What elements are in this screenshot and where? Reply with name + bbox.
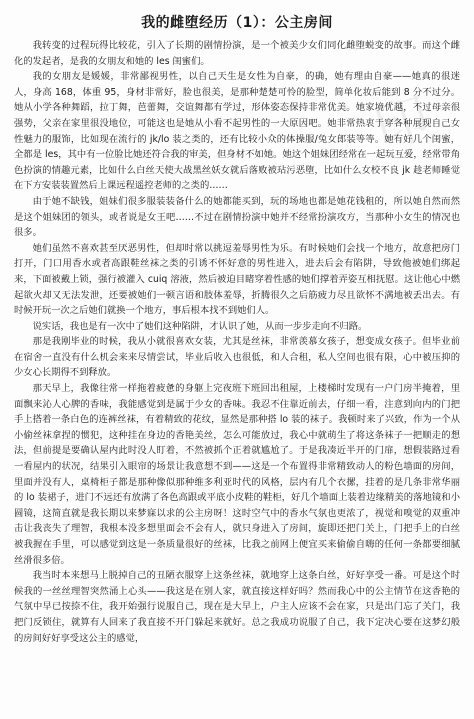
paragraph: 说实话，我也是有一次中了她们这种陷阱，才认识了她，从而一步步走向不归路。 <box>32 320 368 332</box>
paragraph: 那是我刚毕业的时候，我从小就很喜欢女装，尤其是丝袜，非常羡慕女孩子，想变成女孩子。但毕业前在宿舍一直没有什么机会来来尽情尝试，毕业后收入也很低，和人合租，私人空间也很有限，心中被压抑的少女心长期得不到释放。 <box>14 336 460 379</box>
watermark: 印 <box>366 83 444 162</box>
paragraph: 她们虽然不喜欢甚至厌恶男性，但却时常以挑逗羞辱男性为乐。有时候她们会找一个地方，故意把房门打开，门口用香水或者高跟鞋丝袜之类的引诱不怀好意的男性进入，进去后会有陷阱，导致他被她们绑起来，下面被戴上锁，强行被灌入 cuiq 溶液，然后被迫目睹穿着性感的她们撑着弄姿互相抚慰。这让他心中燃起欲火却又无法发泄，还要被她们一顿言语和肢体羞辱，折腾很久之后筋疲力尽且欲怀不满地被丢出去。有时候开玩一次之后她们就换一个地方，事后根本找不到她们人。 <box>14 242 460 317</box>
paragraph: 我的女朋友是媛媛，非常鄙视男性，以自己天生是女性为自豪，的确，她有理由自豪——她真的很迷人，身高 168，体重 95，身材非常好，脸也很美，是那种楚楚可怜的脸型，简单化妆后能到 8 分不过分。她从小学各种舞蹈，拉丁舞，芭蕾舞，交谊舞都有学过，形体姿态保持非常优美。她家境优越，不过母亲很强势，父亲在家里很没地位，可能这也是她从小看不起男性的一大原因吧。她非常热衷于穿各种展现自己女性魅力的服饰，比如现在流行的 jk/lo 装之类的，还有比较小众的体操服/兔女郎装等等。她有好几个闺蜜，全都是 les，其中有一位脸比她还符合我的审美，但身材不如她。她这个姐妹团经常在一起玩互爱，经常带角色扮演的情趣元素，比如什么白丝天使大战黑丝妖女就后落败被玷污恶堕，比如什么女校不良 jk 趁老师睡觉在下方安装装置然后上课远程遥控老师的之类的…… <box>14 71 460 192</box>
paragraph: 由于她不缺钱，姐妹们很多服装装备什么的她都能买到，玩的场地也都是她花钱租的，所以她自然而然是这个姐妹团的领头，或者说是女王吧……不过在剧情扮演中她并不经常扮演攻方，当那种小女生的情况也很多。 <box>14 195 460 239</box>
paragraph: 我转变的过程玩得比较花，引入了长期的剧情扮演，是一个被美少女们同化雌堕蜕变的故事。而这个雌化的发起者，是我的女朋友和她的 les 闺蜜们。 <box>14 40 460 67</box>
paragraph: 那天早上，我像往常一样拖着疲惫的身躯上完夜班下班回出租屋，上楼梯时发现有一户门房半掩着，里面飘来沁人心脾的香味，我能感觉到是属于少女的香味。我忍不住靠近前去，仔细一看，注意到向内的门把手上搭着一条白色的连裤丝袜，有着精致的花纹，显然是那种搭 lo 装的袜子。我顿时来了兴致，作为一个从小偷丝袜拿捏的惯犯，这种挂在身边的香艳美丝，怎么可能放过，我心中就萌生了将这条袜子一把顺走的想法，但前提是要确认屋内此时没人盯着，不然被抓个正着就尴尬了。于是我凑近半开的门扉，想假装路过看一看屋内的状况，结果引入眼帘的场景让我意想不到——这是一个布置得非常精致动人的粉色墙面的房间，里面并没有人，桌椅柜子都是那种像似那种维多利亚时代的风格，层内有几个衣摞，挂着的是几条非常华丽的 lo 装裙子，进门不远还有放满了各色高跟或平底小皮鞋的鞋柜，好几个墙面上装着边缘精美的落地镜和小圆镜，这简直就是我长期以来梦寐以求的公主房呀！这时空气中的香水气氛也更浓了，视觉和嗅觉的双重冲击让我丧失了理智，我根本没多想里面会不会有人，就只身进入了房间，旋即还把门关上，门把手上的白丝被我握在手里，可以感觉到这是一条质量很好的丝袜，比我之前网上便宜买来偷偷自嗨的任何一条都要细腻丝滑很多倍。 <box>14 383 460 566</box>
paragraph: 我当时本来想马上脱掉自己的丑陋衣服穿上这条丝袜，就地穿上这条白丝，好好享受一番。可是这个时候我的一丝丝理智突然涌上心头——我这是在别人家，就直接这样好吗？然而我心中的公主情节在这香艳的气氛中早已按捺不住，我开始强行说服自己，现在是大早上，户主人应该不会在家，只是出门忘了关门，我把门反锁住，就算有人回来了我直接不开门躲起来就好。总之我成功说服了自己，我下定决心要在这梦幻般的房间好好享受这公主的感觉， <box>14 570 460 644</box>
document-title: 我的雌堕经历（1）：公主房间 <box>141 15 333 31</box>
